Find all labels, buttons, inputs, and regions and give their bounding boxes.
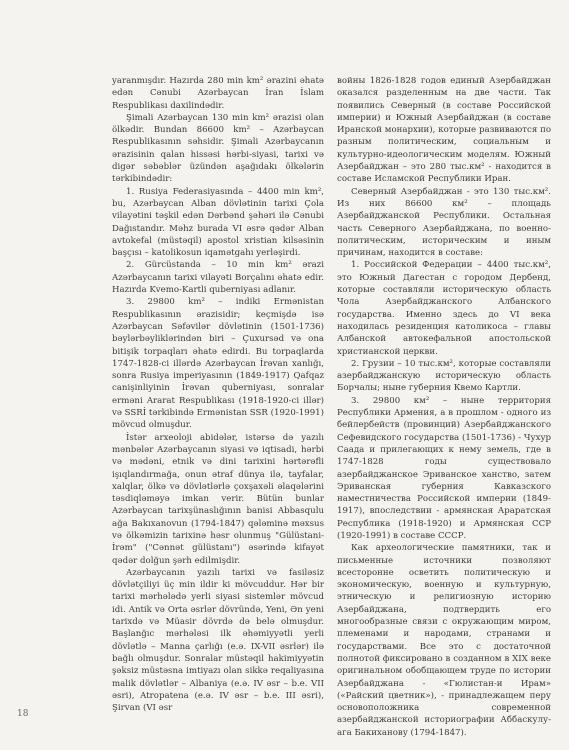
page-number: 18 (17, 709, 29, 719)
paragraph: 2. Грузии – 10 тыс.км², которые составляли азербайджанскую историческую область Борчалы; ныне губерния Квемо Картли. (337, 358, 551, 394)
paragraph: Северный Азербайджан - это 130 тыс.км². Из них 86600 км² – площадь Азербайджанской Республики. Остальная часть Северного Азербайджана, по военно-политическим, историческим и иным причинам, находится в составе: (337, 186, 551, 259)
paragraph: yaranmışdır. Hazırda 280 min km² ərazini əhatə edən Cənubi Azərbaycan İran İslam Respublikası daxilindədir. (112, 76, 324, 111)
paragraph: войны 1826-1828 годов единый Азербайджан оказался разделенным на две части. Так появились Северный (в составе Российской империи) и Южный Азербайджан (в составе Иранской монархии), которые развиваются по разным политическим, социальным и культурно-идеологическим моделям. Южный Азербайджан – это 280 тыс.км² - находится в составе Исламской Республики Иран. (337, 76, 551, 185)
paragraph: 1. Российской Федерации – 4400 тыс.км², это Южный Дагестан с городом Дербенд, которые составляли историческую область Чола Азербайджанского Албанского государства. Именно здесь до VI века находилась резиденция католикоса – главы Албанской автокефальной апостольской христианской церкви. (337, 260, 551, 357)
left-text-column (112, 75, 324, 714)
paragraph: 1. Rusiya Federasiyasında – 4400 min km², bu, Azərbaycan Alban dövlətinin tarixi Çola vilayətini təşkil edən Dərbənd şəhəri ilə Cənubi Dağıstandır. Məhz burada VI əsrə qədər Alban avtokefal (müstəqil) apostol xristian kilsəsinin başçısı – katolikosun iqamətgahı yerləşirdi. (112, 186, 324, 259)
paragraph: 2. Gürcüstanda – 10 min km² ərazi Azərbaycanın tarixi vilayəti Borçalını əhatə edir. Hazırda Kvemo-Kartli quberniyası adlanır. (112, 260, 324, 296)
paragraph: Как археологические памятники, так и письменные источники позволяют всесторонне осветить политическую и экономическую, военную и культурную, этническую и религиозную историю Азербайджана, подтвердить его многообразные связи с окружающим миром, племенами и народами, странами и государствами. Все это с достаточной полнотой фиксировано в созданном в XIX веке оригинальном обобщающем труде по истории Азербайджана - «Гюлистан-и Ирам» («Райский цветник»), - принадлежащем перу основоположника современной азербайджанской историографии Аббаскулу-ага Бакиханову (1794-1847). (337, 543, 551, 738)
paragraph: 3. 29800 km² – indiki Ermənistan Respublikasının ərazisidir; keçmişdə isə Azərbaycan Səfəvilər dövlətinin (1501-1736) bəylərbəyliklərindən biri – Çuxursəd və ona bitişik torpaqları əhatə edirdi. Bu torpaqlarda 1747-1828-ci illərdə Azərbaycan İrəvan xanlığı, sonra Rusiya imperiyasının (1849-1917) Qafqaz canişinliyinin İrəvan quberniyası, sonralar erməni Ararat Respublikası (1918-1920-ci illər) və SSRİ tərkibində Ermənistan SSR (1920-1991) mövcud olmuşdur. (112, 297, 324, 431)
right-text-column (337, 75, 551, 739)
paragraph: Azərbaycanın yazılı tarixi və fasiləsiz dövlətçiliyi üç min ildir ki mövcuddur. Hər bir tarixi mərhələdə yerli siyasi sistemlər mövcud idi. Antik və Orta əsrlər dövründə, Yeni, Ən yeni tarixdə və Müasir dövrdə də belə olmuşdur. Başlanğıc mərhələsi ilk əhəmiyyətli yerli dövlətlə – Manna çarlığı (e.ə. IX-VII əsrlər) ilə bağlı olmuşdur. Sonralar müstəqil hakimiyyətin şəksiz müstəsna imtiyazı olan sikkə reqaliyasına malik dövlətlər – Albaniya (e.ə. IV əsr – b.e. VII əsri), Atropatena (e.ə. IV əsr – b.e. III əsri), Şirvan (VI əsr (112, 567, 324, 714)
paragraph: Şimali Azərbaycan 130 min km² ərazisi olan ölkədir. Bundan 86600 km² – Azərbaycan Respublikasının səhsidir. Şimali Azərbaycanın ərazisinin qalan hissəsi hərbi-siyasi, tarixi və digər səbəblər üzündən aşağıdakı ölkələrin tərkibindədir: (112, 112, 324, 185)
paragraph: 3. 29800 км² – ныне территория Республики Армения, а в прошлом - одного из бейлербейств (провинций) Азербайджанского Сефевидского государства (1501-1736) - Чухур Саада и прилегающих к нему земель, где в 1747-1828 годы существовало азербайджанское Эриванское ханство, затем Эриванская губерния Кавказского наместничества Российской империи (1849-1917), впоследствии - армянская Араратская Республика (1918-1920) и Армянская ССР (1920-1991) в составе СССР. (337, 395, 551, 541)
paragraph: İstər arxeoloji abidələr, istərsə də yazılı mənbələr Azərbaycanın siyasi və iqtisadi, hərbi və mədəni, etnik və dini tarixini hərtərəfli işıqlandırmağa, onun ətraf dünya ilə, tayfalar, xalqlar, ölkə və dövlətlərlə çoxşaxəli əlaqələrini təsdiqləməyə imkan verir. Bütün bunlar Azərbaycan tarixşünaslığının banisi Abbasqulu ağa Bakıxanovun (1794-1847) qələminə məxsus və ölkəmizin tarixinə həsr olunmuş "Gülüstani-İrəm" ("Cənnət gülüstanı") əsərində kifayət qədər dolğun şərh edilmişdir. (112, 432, 324, 566)
